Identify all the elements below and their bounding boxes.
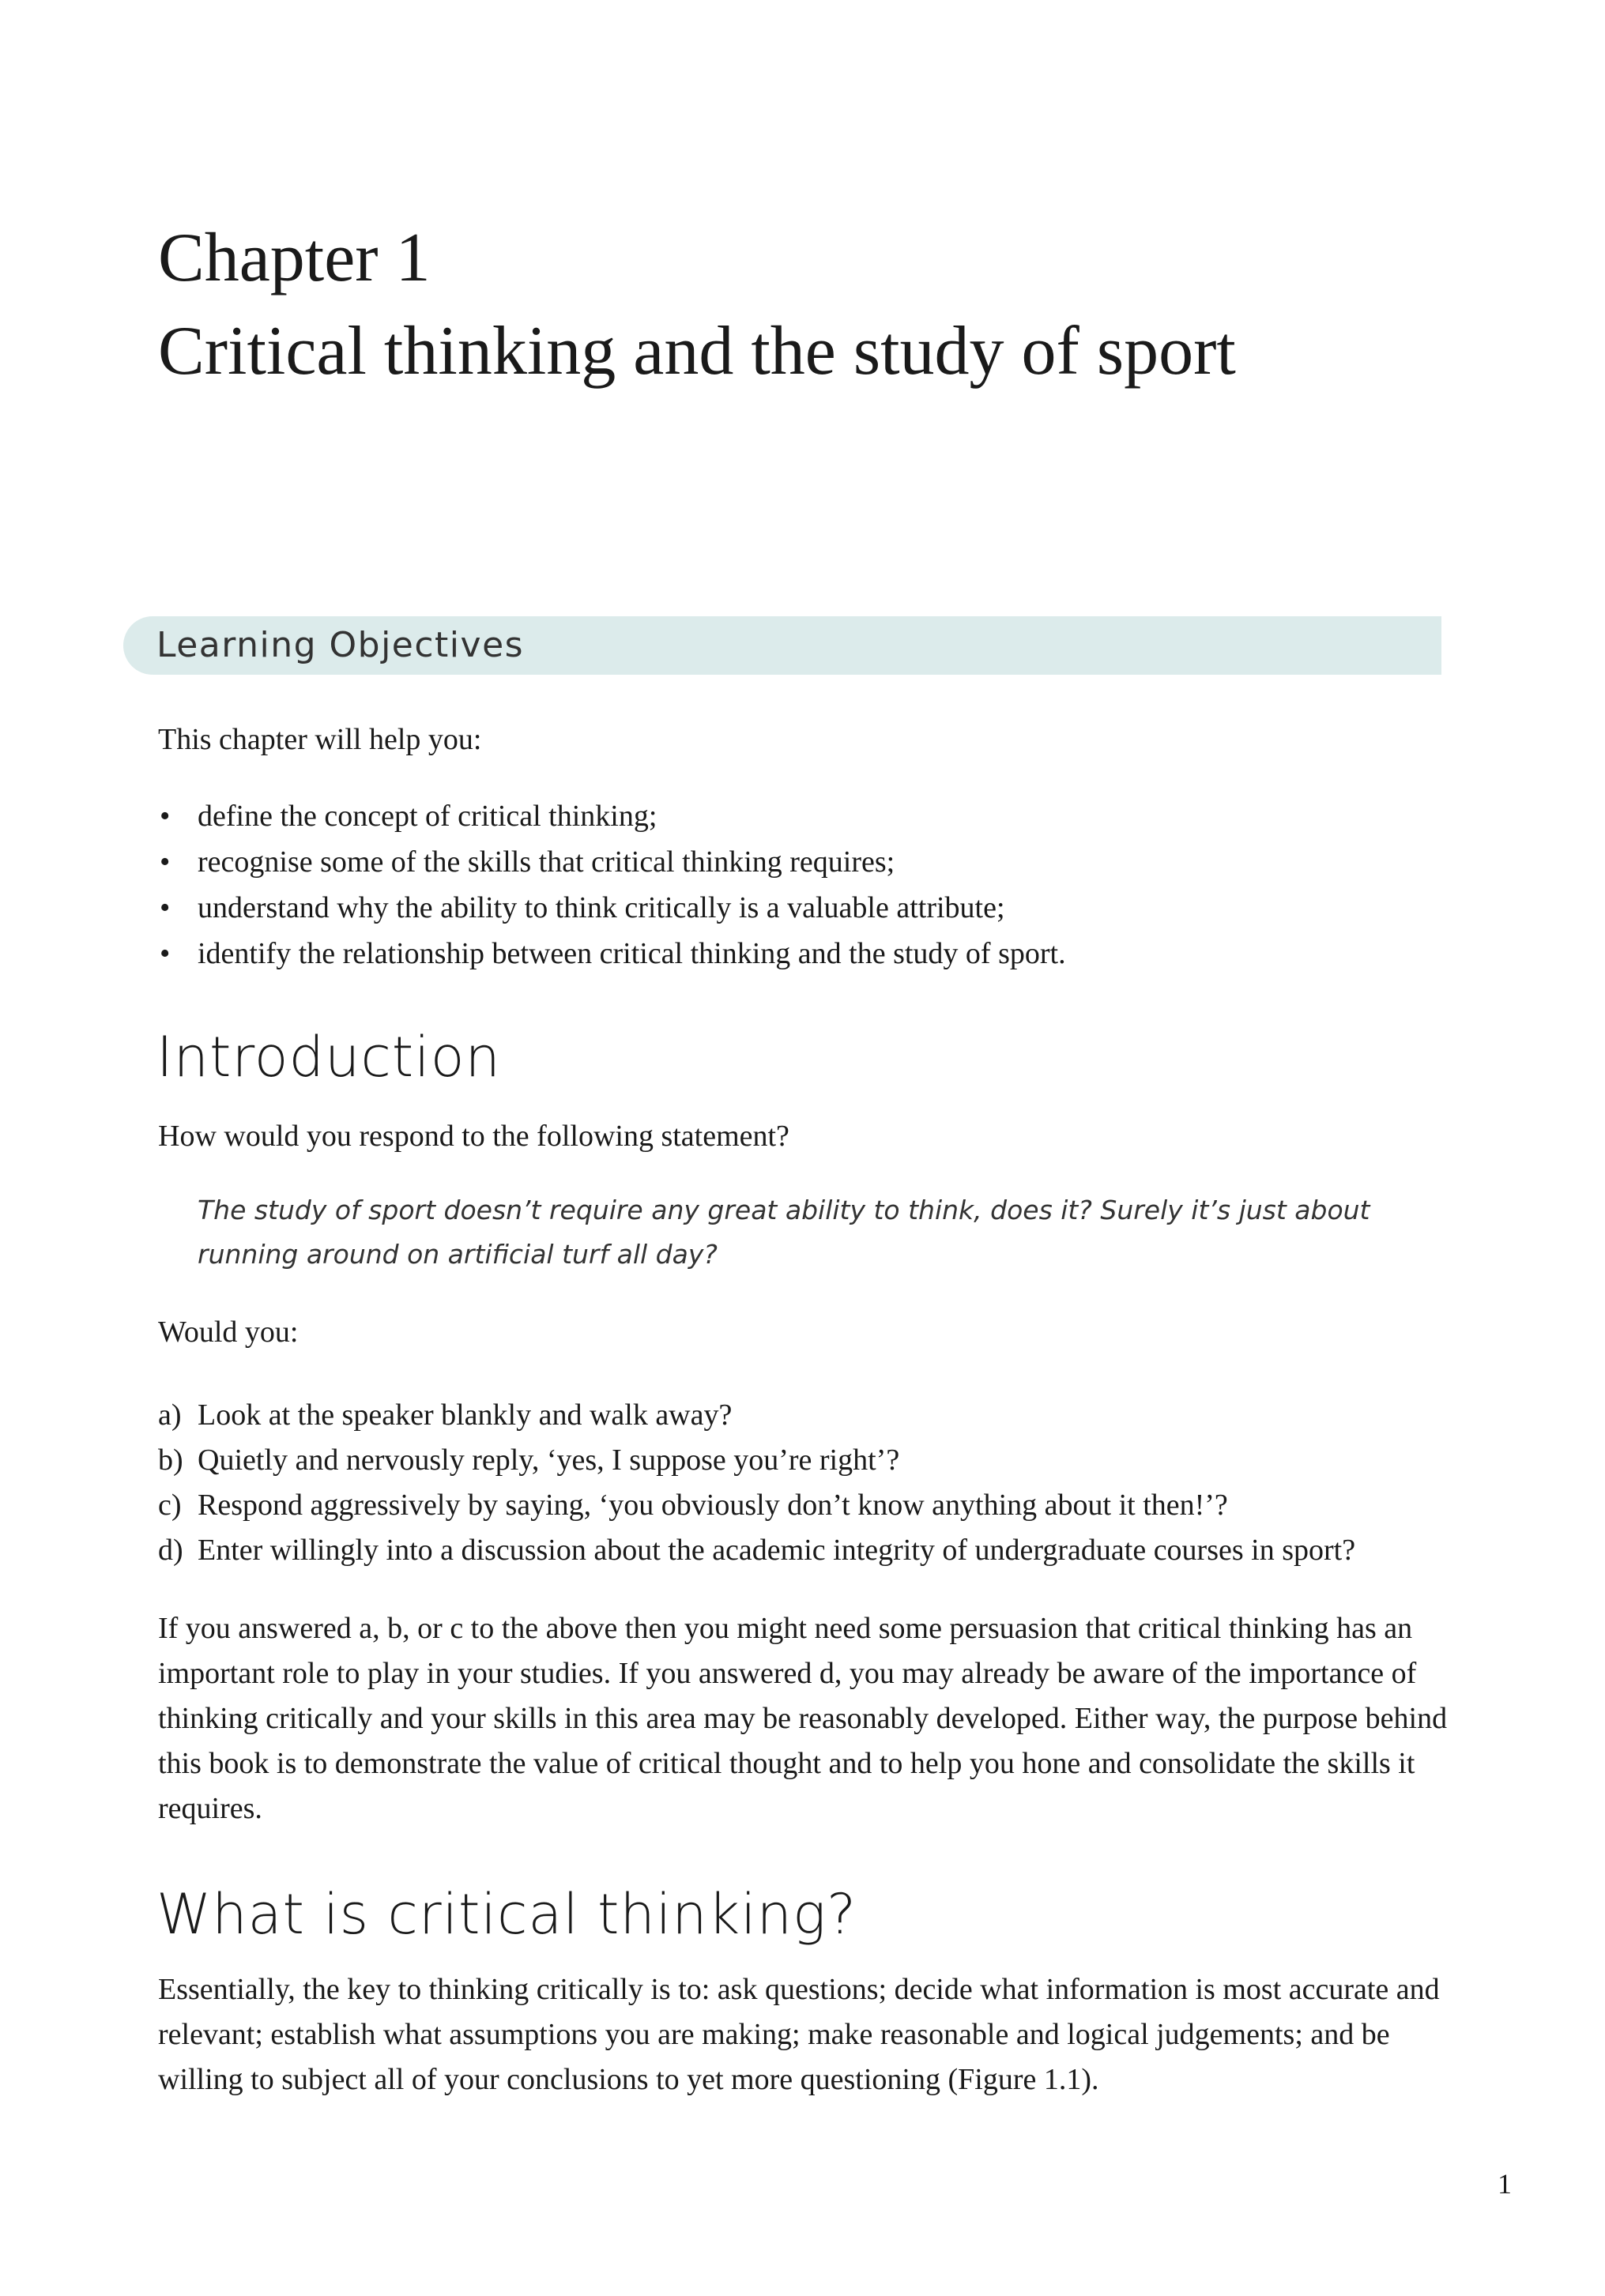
option-text: Enter willingly into a discussion about the academic integrity of undergraduate courses in sport? bbox=[198, 1534, 1356, 1567]
what-is-critical-thinking-heading: What is critical thinking? bbox=[156, 1882, 857, 1947]
learning-objectives-intro: This chapter will help you: bbox=[158, 723, 482, 756]
what-is-paragraph: Essentially, the key to thinking critically is to: ask questions; decide what information is most accurate and relevant; establish what assumptions you are making; make reasonable and logical judgements; and be willing to subject all of your conclusions to yet more questioning (Figure 1.1). bbox=[158, 1973, 1440, 2096]
list-item: • recognise some of the skills that critical thinking requires; bbox=[158, 839, 1066, 885]
introduction-quote: The study of sport doesn’t require any great ability to think, does it? Surely it’s just about running around on artificial turf all day? bbox=[198, 1195, 1370, 1270]
option-text: Quietly and nervously reply, ‘yes, I suppose you’re right’? bbox=[198, 1443, 900, 1477]
option-text: Look at the speaker blankly and walk away? bbox=[198, 1398, 733, 1432]
option-item bbox=[158, 1438, 1355, 1483]
page-number: 1 bbox=[1498, 2168, 1512, 2200]
option-text: Respond aggressively by saying, ‘you obviously don’t know anything about it then!’? bbox=[198, 1489, 1228, 1522]
would-you-text: Would you: bbox=[158, 1315, 299, 1349]
option-item bbox=[158, 1528, 1355, 1573]
chapter-title-text: Critical thinking and the study of sport bbox=[158, 313, 1236, 390]
introduction-heading: Introduction bbox=[156, 1025, 501, 1090]
response-options-list bbox=[158, 1393, 1355, 1573]
option-letter: a) bbox=[158, 1398, 182, 1432]
learning-objectives-heading: Learning Objectives bbox=[156, 625, 525, 665]
introduction-prompt: How would you respond to the following statement? bbox=[158, 1120, 789, 1153]
option-item bbox=[158, 1483, 1355, 1528]
list-item: • identify the relationship between critical thinking and the study of sport. bbox=[158, 931, 1066, 977]
list-item: • understand why the ability to think critically is a valuable attribute; bbox=[158, 885, 1066, 931]
chapter-title bbox=[158, 212, 1236, 398]
chapter-number: Chapter 1 bbox=[158, 220, 431, 296]
learning-objectives-list bbox=[158, 793, 1066, 977]
option-letter: b) bbox=[158, 1443, 183, 1477]
introduction-paragraph: If you answered a, b, or c to the above then you might need some persuasion that critical thinking has an important role to play in your studies. If you answered d, you may already be aware of the importance of thinking critically and your skills in this area may be reasonably developed. Either way, the purpose behind this book is to demonstrate the value of critical thought and to help you hone and consolidate the skills it requires. bbox=[158, 1612, 1448, 1825]
option-item bbox=[158, 1393, 1355, 1438]
list-item: • define the concept of critical thinking; bbox=[158, 793, 1066, 839]
option-letter: c) bbox=[158, 1489, 182, 1522]
option-letter: d) bbox=[158, 1534, 183, 1567]
